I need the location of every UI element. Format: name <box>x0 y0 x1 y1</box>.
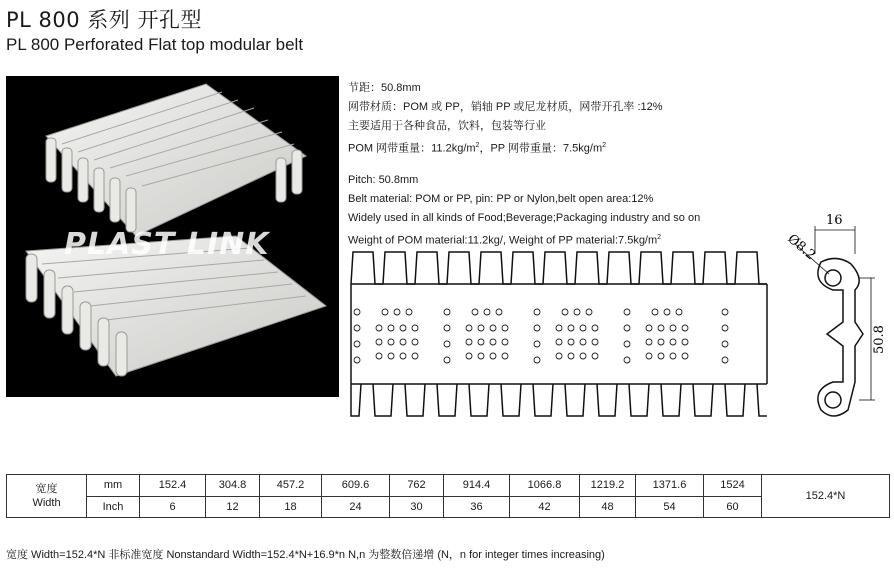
belt-side-profile <box>818 258 863 416</box>
watermark-text: PLAST LINK <box>64 227 270 262</box>
inch-cell: 54 <box>636 496 704 518</box>
spec-weight-zh: POM 网带重量：$11.2kg/m^2$，PP 网带重量：$7.5kg/m^2$ <box>348 142 607 155</box>
unit-inch: Inch <box>87 496 140 518</box>
page-title-chinese: PL 800 系列 开孔型 <box>6 8 202 32</box>
spec-usage-zh: 主要适用于各种食品，饮料，包装等行业 <box>348 120 546 132</box>
width-footnote: 宽度 Width=152.4*N 非标准宽度 Nonstandard Width=152.4*N+16.9*n N,n 为整数倍递增 (N，n for integer times increasing) <box>6 549 605 561</box>
table-row-mm <box>7 475 890 497</box>
inch-cell: 6 <box>140 496 206 518</box>
mm-cell: 152.4 <box>140 475 206 497</box>
dimension-pitch-label: 50.8 <box>872 325 887 354</box>
width-label-cell <box>7 475 87 518</box>
mm-cell: 762 <box>390 475 444 497</box>
inch-cell: 48 <box>580 496 636 518</box>
page-title-english: PL 800 Perforated Flat top modular belt <box>6 35 304 54</box>
product-photo <box>6 76 339 397</box>
inch-cell: 12 <box>206 496 260 518</box>
dimension-hole-label: Ø8.2 <box>784 231 819 264</box>
table-row-inch <box>7 496 890 518</box>
mm-cell: 1371.6 <box>636 475 704 497</box>
spec-pitch-en: Pitch: 50.8mm <box>348 174 419 186</box>
mm-cell: 304.8 <box>206 475 260 497</box>
inch-cell: 36 <box>444 496 510 518</box>
spec-usage-en: Widely used in all kinds of Food;Beverage;Packaging industry and so on <box>348 212 701 224</box>
mm-cell: 1524 <box>704 475 762 497</box>
mm-cell: 1066.8 <box>510 475 580 497</box>
dimension-width-label: 16 <box>826 213 843 228</box>
spec-weight-en: Weight of POM material:11.2kg/, Weight of PP $material:7.5kg/m^2$ <box>348 234 662 247</box>
inch-cell: 42 <box>510 496 580 518</box>
width-label-en: Width <box>32 497 61 509</box>
technical-drawing <box>343 204 888 458</box>
width-formula-cell: 152.4*N <box>762 475 890 518</box>
spec-material-zh: 网带材质：POM 或 PP，销轴 PP 或尼龙材质，网带开孔率 :12% <box>348 101 663 113</box>
inch-cell: 18 <box>260 496 322 518</box>
mm-cell: 609.6 <box>322 475 390 497</box>
width-label-zh: 宽度 <box>35 483 58 495</box>
mm-cell: 457.2 <box>260 475 322 497</box>
belt-drawing-svg <box>343 204 888 454</box>
inch-cell: 30 <box>390 496 444 518</box>
spec-material-en: Belt material: POM or PP, pin: PP or Nylon,belt open area:12% <box>348 193 654 205</box>
spec-pitch-zh: 节距：50.8mm <box>348 82 421 94</box>
width-table <box>6 474 890 518</box>
mm-cell: 1219.2 <box>580 475 636 497</box>
belt-photo-illustration <box>6 76 339 397</box>
inch-cell: 24 <box>322 496 390 518</box>
specs-chinese <box>348 79 663 159</box>
perforation-pattern <box>354 309 728 363</box>
belt-top-view <box>351 252 767 416</box>
inch-cell: 60 <box>704 496 762 518</box>
mm-cell: 914.4 <box>444 475 510 497</box>
unit-mm: mm <box>87 475 140 497</box>
